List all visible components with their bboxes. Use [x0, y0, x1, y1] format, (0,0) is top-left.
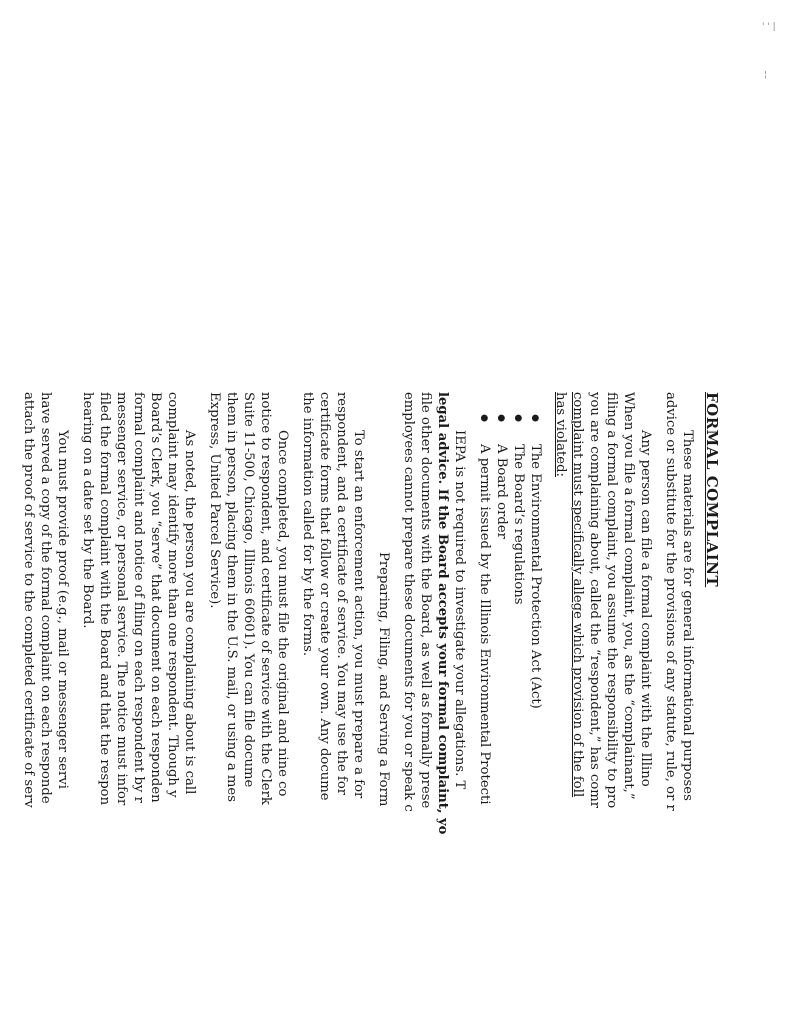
bullet-item: [476, 392, 493, 1010]
paragraph-line: them in person, placing them in the U.S. mail, or using a mes: [224, 392, 239, 802]
paragraph-line: Board’s Clerk, you “serve” that document on each responden: [148, 392, 163, 803]
bullet-icon: [492, 392, 511, 444]
paragraph-line: hearing on a date set by the Board.: [80, 392, 95, 629]
paragraph-line: These materials are for general informational purposes: [680, 430, 695, 801]
bullet-text: A permit issued by the Illinois Environmental Protecti: [477, 444, 492, 805]
paragraph-line: file other documents with the Board, as well as formally prese: [418, 392, 433, 809]
paragraph-line: formal complaint and notice of filing on each respondent by r: [131, 392, 146, 803]
bullet-text: The Environmental Protection Act (Act): [528, 444, 543, 709]
paragraph-line: have served a copy of the formal complaint on each responde: [38, 392, 53, 804]
paragraph-line: filing a formal complaint, you assume the responsibility to pro: [604, 392, 619, 809]
bullet-text: The Board’s regulations: [511, 444, 526, 605]
bullet-icon: [509, 392, 528, 444]
bullet-item: [527, 392, 544, 1010]
paragraph-line: attach the proof of service to the completed certificate of serv: [21, 392, 36, 808]
paragraph-line: You must provide proof (e.g., mail or messenger servi: [55, 430, 70, 789]
document-title: FORMAL COMPLAINT: [703, 392, 721, 588]
rotated-document-text: [20, 392, 722, 1010]
paragraph-line: Suite 11-500, Chicago, Illinois 60601). You can file docume: [241, 392, 256, 788]
bullet-icon: [475, 392, 494, 444]
paragraph-line: When you file a formal complaint, you, as the “complainant,”: [621, 392, 636, 800]
scan-mark: ¦: [764, 70, 768, 80]
paragraph-line: respondent, and a certificate of service. You may use the for: [334, 392, 349, 796]
paragraph-line: Any person can file a formal complaint with the Illino: [638, 430, 653, 787]
paragraph-line: employees cannot prepare these documents for you or speak c: [401, 392, 416, 812]
paragraph-line: notice to respondent, and certificate of service with the Clerk: [258, 392, 273, 805]
paragraph-line: Express, United Parcel Service).: [207, 392, 222, 609]
bullet-item: [493, 392, 510, 1010]
paragraph-line: has violated:: [553, 392, 568, 477]
paragraph-line: you are complaining about, called the “respondent,” has comr: [587, 392, 602, 809]
bullet-icon: [526, 392, 545, 444]
paragraph-line: certificate forms that follow or create your own. Any docume: [317, 392, 332, 801]
paragraph-line: filed the formal complaint with the Board and that the respon: [97, 392, 112, 806]
paragraph-line: To start an enforcement action, you must prepare a for: [351, 430, 366, 799]
paragraph-line: IEPA is not required to investigate your allegations. T: [452, 430, 467, 790]
paragraph-line: the information called for by the forms.: [300, 392, 315, 657]
bullet-item: [510, 392, 527, 1010]
paragraph-line: Once completed, you must file the original and nine co: [275, 430, 290, 797]
paragraph-line: complaint must specifically allege which provision of the foll: [570, 392, 585, 798]
paragraph-line: legal advice. If the Board accepts your formal complaint, yo: [435, 392, 450, 835]
bullet-text: A Board order: [494, 444, 509, 539]
paragraph-line: advice or substitute for the provisions of any statute, rule, or r: [663, 392, 678, 811]
section-subheading: Preparing, Filing, and Serving a Form: [376, 552, 391, 807]
paragraph-line: messenger service, or personal service. The notice must infor: [114, 392, 129, 806]
paragraph-line: complaint may identify more than one respondent. Though y: [165, 392, 180, 798]
scan-mark: ' ' |: [762, 22, 776, 32]
paragraph-line: As noted, the person you are complaining about is call: [182, 430, 197, 795]
